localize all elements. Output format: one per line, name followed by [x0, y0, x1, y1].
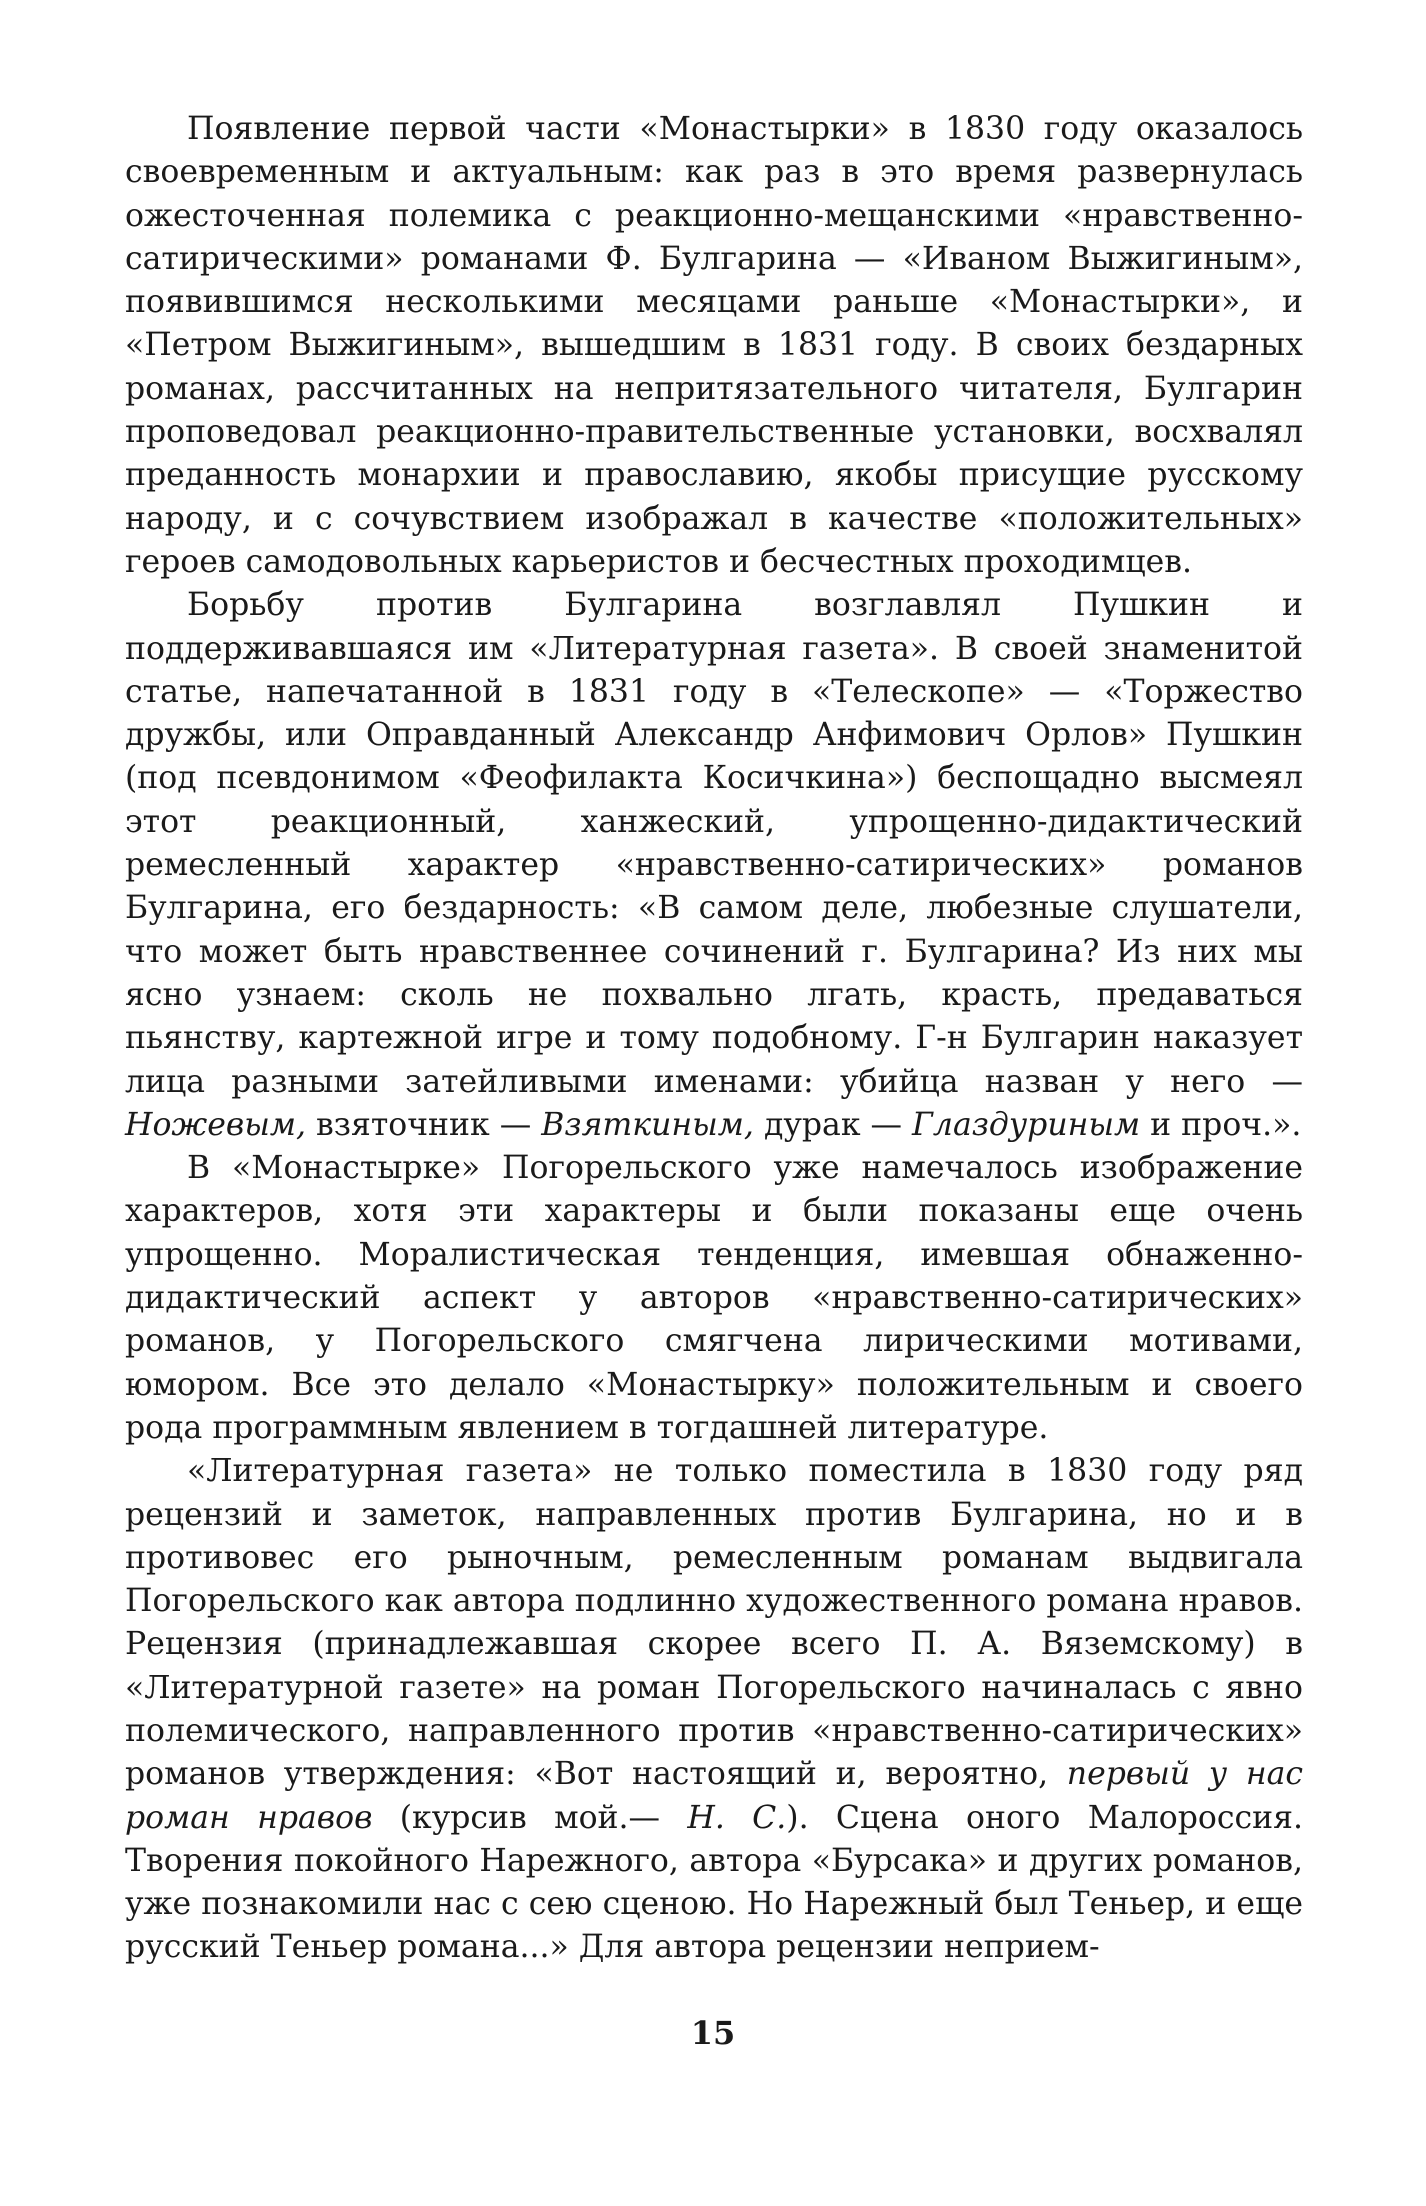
italic-vzyatkinym: Взяткиным,	[541, 1106, 754, 1143]
paragraph-2-text: Борьбу против Булгарина возглавлял Пушкин и поддерживавшаяся им «Литературная газета». В своей знаменитой статье, напечатанной в 1831 году в «Телескопе» — «Торжество дружбы, или Оправданный Александр Анфимович Орлов» Пушкин (под псевдонимом «Феофилакта Косичкина») беспощадно высмеял этот реакционный, ханжеский, упрощенно-дидактический ремесленный характер «нравственно-сатирических» романов Булгарина, его бездарность: «В самом деле, любезные слушатели, что может быть нравственнее сочинений г. Булгарина? Из них мы ясно узнаем: сколь не похвально лгать, красть, предаваться пьянству, картежной игре и тому подобному. Г-н Булгарин наказует лица разными затейливыми именами: убийца назван у него —	[125, 587, 1303, 1100]
paragraph-1	[125, 108, 1303, 584]
paragraph-3	[125, 1147, 1303, 1450]
paragraph-4-text-b: (курсив мой.—	[372, 1799, 688, 1836]
paragraph-4	[125, 1450, 1303, 1970]
paragraph-2-text-d: и проч.».	[1140, 1106, 1302, 1143]
paragraph-4-text: «Литературная газета» не только поместила в 1830 году ряд рецензий и заметок, направленных против Булгарина, но и в противовес его рыночным, ремесленным романам выдвигала Погорельского как автора подлинно художественного романа нравов. Рецензия (принадлежавшая скорее всего П. А. Вяземскому) в «Литературной газете» на роман Погорельского начиналась с явно полемического, направленного против «нравственно-сатирических» романов утверждения: «Вот настоящий и, вероятно,	[125, 1453, 1303, 1793]
paragraph-1-text: Появление первой части «Монастырки» в 1830 году оказалось своевременным и актуальным: как раз в это время развернулась ожесточенная полемика с реакционно-мещанскими «нравственно-сатирическими» романами Ф. Булгарина — «Иваном Выжигиным», появившимся несколькими месяцами раньше «Монастырки», и «Петром Выжигиным», вышедшим в 1831 году. В своих бездарных романах, рассчитанных на непритязательного читателя, Булгарин проповедовал реакционно-правительственные установки, восхвалял преданность монархии и православию, якобы присущие русскому народу, и с сочувствием изображал в качестве «положительных» героев самодовольных карьеристов и бесчестных проходимцев.	[125, 111, 1303, 580]
paragraph-3-text: В «Монастырке» Погорельского уже намечалось изображение характеров, хотя эти характеры и были показаны еще очень упрощенно. Моралистическая тенденция, имевшая обнаженно-дидактический аспект у авторов «нравственно-сатирических» романов, у Погорельского смягчена лирическими мотивами, юмором. Все это делало «Монастырку» положительным и своего рода программным явлением в тогдашней литературе.	[125, 1150, 1303, 1446]
paragraph-4-text-c: ). Сцена оного Малороссия. Творения покойного Нарежного, автора «Бурсака» и других романов, уже познакомили нас с сею сценою. Но Нарежный был Теньер, и еще русский Теньер романа...» Для автора рецензии неприем-	[125, 1799, 1303, 1966]
italic-glazdurinym: Глаздуриным	[912, 1106, 1141, 1143]
paragraph-2-text-c: дурак —	[753, 1106, 913, 1143]
paragraph-2	[125, 584, 1303, 1147]
italic-pervyi-roman-nravov: первый у нас роман нравов	[125, 1756, 1303, 1836]
page-number: 15	[690, 2014, 736, 2052]
italic-nozhevym: Ножевым,	[125, 1106, 307, 1143]
paragraph-2-text-b: взяточник —	[306, 1106, 542, 1143]
italic-initials: Н. С.	[687, 1799, 787, 1836]
page-body	[125, 108, 1303, 1970]
